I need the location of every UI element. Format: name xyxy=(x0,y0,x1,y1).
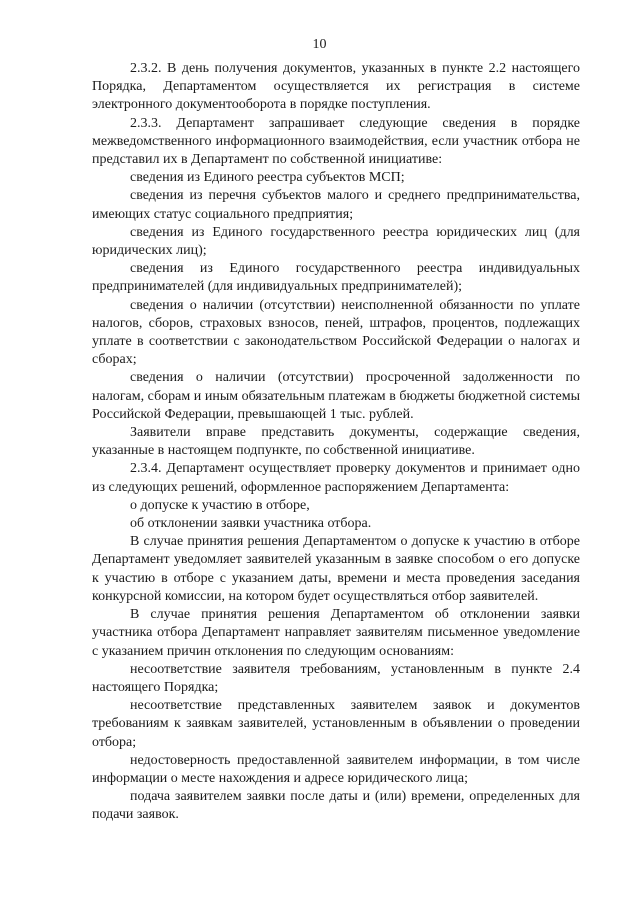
paragraph: Заявители вправе представить документы, содержащие сведения, указанные в настоящем подпункте, по собственной инициативе. xyxy=(92,425,580,459)
paragraph: В случае принятия решения Департаментом об отклонении заявки участника отбора Департамент направляет заявителям письменное уведомление с указанием причин отклонения по следующим основаниям: xyxy=(92,607,580,659)
paragraph: В случае принятия решения Департаментом о допуске к участию в отборе Департамент уведомляет заявителей указанным в заявке способом о его допуске к участию в отборе с указанием даты, времени и места проведения заседания конкурсной комиссии, на котором будет осуществляться отбор заявителей. xyxy=(92,534,580,604)
list-item: о допуске к участию в отборе, xyxy=(130,497,310,513)
page-number: 10 xyxy=(312,37,327,52)
list-item: сведения из Единого реестра субъектов МСП; xyxy=(130,170,405,186)
list-item: об отклонении заявки участника отбора. xyxy=(130,516,372,532)
list-item: сведения из Единого государственного реестра индивидуальных предпринимателей (для индивидуальных предпринимателей); xyxy=(92,261,580,295)
list-item: сведения из Единого государственного реестра юридических лиц (для юридических лиц); xyxy=(92,224,580,259)
list-item: сведения о наличии (отсутствии) просроченной задолженности по налогам, сборам и иным обязательным платежам в бюджеты бюджетной системы Российской Федерации, превышающей 1 тыс. рублей. xyxy=(92,370,580,422)
list-item: сведения из перечня субъектов малого и среднего предпринимательства, имеющих статус социального предприятия; xyxy=(92,188,580,222)
list-item: несоответствие представленных заявителем заявок и документов требованиям к заявкам заявителей, установленным в объявлении о проведении отбора; xyxy=(92,698,580,750)
paragraph: 2.3.3. Департамент запрашивает следующие сведения в порядке межведомственного информационного взаимодействия, если участник отбора не представил их в Департамент по собственной инициативе: xyxy=(92,115,580,168)
paragraph: 2.3.4. Департамент осуществляет проверку документов и принимает одно из следующих решений, оформленное распоряжением Департамента: xyxy=(92,461,580,495)
list-item: сведения о наличии (отсутствии) неисполненной обязанности по уплате налогов, сборов, страховых взносов, пеней, штрафов, процентов, подлежащих уплате в соответствии с законодательством Российской Федерации о налогах и сборах; xyxy=(92,297,580,368)
list-item: несоответствие заявителя требованиям, установленным в пункте 2.4 настоящего Порядка; xyxy=(92,661,580,695)
list-item: недостоверность предоставленной заявителем информации, в том числе информации о месте нахождения и адресе юридического лица; xyxy=(92,752,580,786)
paragraph: 2.3.2. В день получения документов, указанных в пункте 2.2 настоящего Порядка, Департаментом осуществляется их регистрация в системе электронного документооборота в порядке поступления. xyxy=(92,61,580,113)
document-body xyxy=(92,60,580,825)
list-item: подача заявителем заявки после даты и (или) времени, определенных для подачи заявок. xyxy=(92,789,580,823)
